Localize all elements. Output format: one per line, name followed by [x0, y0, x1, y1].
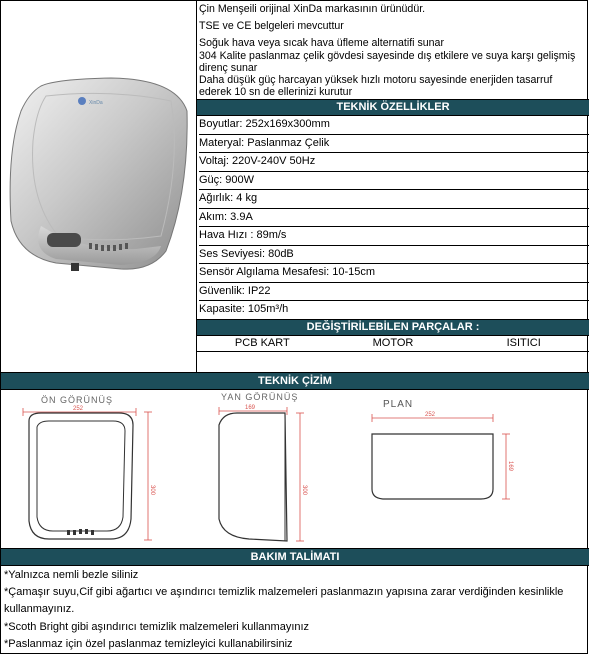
description-line: Soğuk hava veya sıcak hava üfleme alternatifi sunar	[199, 37, 444, 50]
spec-row: Akım: 3.9A	[199, 209, 589, 228]
part-item: ISITICI	[506, 336, 541, 349]
care-line: *Yalnızca nemli bezle siliniz	[4, 569, 139, 581]
description-line: 304 Kalite paslanmaz çelik gövdesi sayesinde dış etkilere ve suya karşı gelişmiş direnç sunar	[199, 49, 576, 74]
care-line: *Paslanmaz için özel paslanmaz temizleyici kullanabilirsiniz	[4, 637, 293, 650]
front-height-dim: 300	[149, 485, 155, 496]
care-line: *Çamaşır suyu,Cif gibi ağartıcı ve aşındırıcı temizlik malzemeleri paslanmazın yapısına zarar verdiğinden kesinlikle kullanmayınız.	[4, 586, 564, 616]
side-view-label: YAN GÖRÜNÜŞ	[221, 392, 299, 402]
info-column	[197, 1, 589, 352]
side-width-dim: 169	[245, 405, 256, 411]
spec-row: Hava Hızı : 89m/s	[199, 227, 589, 246]
technical-drawing	[1, 389, 589, 547]
parts-list	[197, 336, 589, 352]
spec-row: Güvenlik: IP22	[199, 283, 589, 302]
plan-outline	[372, 434, 493, 499]
specs-list	[197, 116, 589, 319]
plan-width-dim: 252	[425, 412, 436, 418]
care-line: *Scoth Bright gibi aşındırıcı temizlik malzemeleri kullanmayınız	[4, 620, 310, 633]
description-line: TSE ve CE belgeleri mevcuttur	[199, 20, 344, 33]
spec-row: Boyutlar: 252x169x300mm	[199, 116, 589, 135]
specs-header: TEKNİK ÖZELLİKLER	[197, 99, 589, 116]
plan-depth-dim: 169	[507, 461, 513, 472]
spec-row: Güç: 900W	[199, 172, 589, 191]
front-view-label: ÖN GÖRÜNÜŞ	[41, 395, 114, 405]
front-width-dim: 252	[73, 406, 84, 412]
care-header: BAKIM TALİMATI	[1, 548, 589, 566]
care-instructions	[4, 567, 584, 653]
spec-row: Ağırlık: 4 kg	[199, 190, 589, 209]
part-item: MOTOR	[372, 336, 414, 349]
plan-view-label: PLAN	[383, 399, 414, 410]
parts-header: DEĞİŞTİRİLEBİLEN PARÇALAR :	[197, 319, 589, 336]
spec-row: Sensör Algılama Mesafesi: 10-15cm	[199, 264, 589, 283]
front-outline	[29, 413, 133, 539]
spec-row: Materyal: Paslanmaz Çelik	[199, 135, 589, 154]
description-line: Çin Menşeili orijinal XinDa markasının ürünüdür.	[199, 3, 426, 15]
svg-text:XinDa: XinDa	[89, 100, 103, 106]
product-photo-cell	[1, 1, 197, 372]
spec-row: Voltaj: 220V-240V 50Hz	[199, 153, 589, 172]
side-height-dim: 300	[301, 485, 307, 496]
description-line: Daha düşük güç harcayan yüksek hızlı motoru sayesinde enerjiden tasarruf ederek 10 sn de ellerinizi kurutur	[199, 74, 553, 99]
spec-row: Kapasite: 105m³/h	[199, 303, 289, 316]
description	[197, 1, 589, 98]
hand-dryer-photo	[1, 1, 196, 372]
part-item: PCB KART	[234, 336, 290, 349]
side-outline	[219, 413, 287, 541]
drawing-header: TEKNİK ÇİZİM	[1, 372, 589, 390]
spec-row: Ses Seviyesi: 80dB	[199, 246, 589, 265]
